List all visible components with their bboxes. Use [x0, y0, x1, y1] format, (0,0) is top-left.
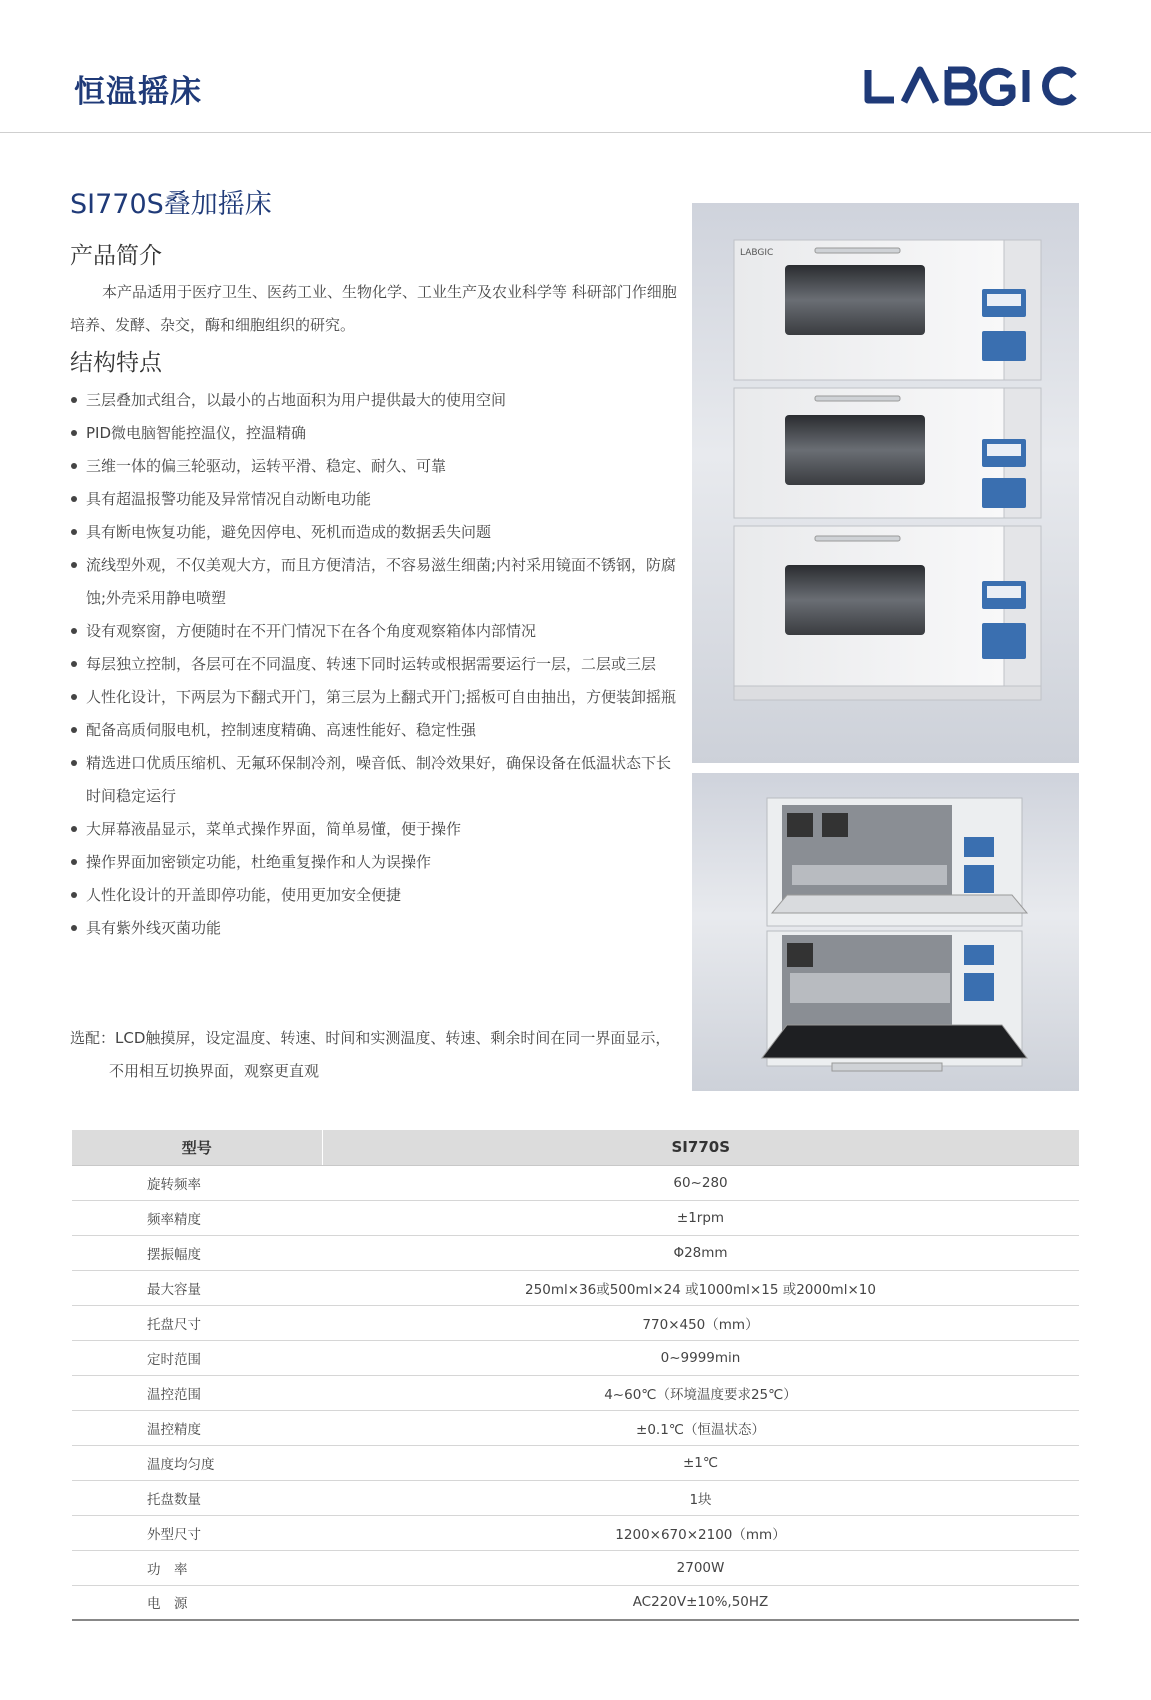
stacked-shaker-illustration — [692, 203, 1079, 763]
spec-value: ±1℃ — [322, 1445, 1079, 1480]
feature-item: 流线型外观，不仅美观大方，而且方便清洁，不容易滋生细菌;内衬采用镜面不锈钢，防腐蚀;外壳采用静电喷塑 — [70, 549, 680, 615]
optional-config — [70, 1022, 680, 1088]
spec-label: 温控范围 — [72, 1375, 322, 1410]
intro-paragraph: 本产品适用于医疗卫生、医药工业、生物化学、工业生产及农业科学等 科研部门作细胞培养、发酵、杂交，酶和细胞组织的研究。 — [70, 283, 677, 334]
feature-item: 三维一体的偏三轮驱动，运转平滑、稳定、耐久、可靠 — [70, 450, 680, 483]
spec-value: 60~280 — [322, 1165, 1079, 1200]
spec-value: ±0.1℃（恒温状态） — [322, 1410, 1079, 1445]
feature-item: 设有观察窗，方便随时在不开门情况下在各个角度观察箱体内部情况 — [70, 615, 680, 648]
feature-item: 精选进口优质压缩机、无氟环保制冷剂，噪音低、制冷效果好，确保设备在低温状态下长时间稳定运行 — [70, 747, 680, 813]
feature-item: 配备高质伺服电机，控制速度精确、高速性能好、稳定性强 — [70, 714, 680, 747]
labgic-logo — [862, 66, 1082, 106]
feature-item: 三层叠加式组合，以最小的占地面积为用户提供最大的使用空间 — [70, 384, 680, 417]
feature-item: 具有超温报警功能及异常情况自动断电功能 — [70, 483, 680, 516]
spec-label: 托盘尺寸 — [72, 1305, 322, 1340]
spec-table — [72, 1130, 1079, 1621]
spec-row — [72, 1375, 1079, 1410]
spec-value: Φ28mm — [322, 1235, 1079, 1270]
spec-label: 托盘数量 — [72, 1480, 322, 1515]
feature-item: 操作界面加密锁定功能，杜绝重复操作和人为误操作 — [70, 846, 680, 879]
photo-logo: LABGIC — [740, 248, 774, 258]
features-list — [70, 384, 680, 945]
spec-value: 250ml×36或500ml×24 或1000ml×15 或2000ml×10 — [322, 1270, 1079, 1305]
page-header — [0, 0, 1151, 133]
intro-heading: 产品简介 — [70, 243, 162, 269]
spec-label: 电 源 — [72, 1585, 322, 1620]
option-line-2: 不用相互切换界面，观察更直观 — [109, 1062, 320, 1080]
open-shaker-illustration — [692, 773, 1079, 1091]
spec-value: 1200×670×2100（mm） — [322, 1515, 1079, 1550]
spec-label: 定时范围 — [72, 1340, 322, 1375]
feature-item: 人性化设计，下两层为下翻式开门，第三层为上翻式开门;摇板可自由抽出，方便装卸摇瓶 — [70, 681, 680, 714]
spec-row — [72, 1235, 1079, 1270]
option-line-1: 选配：LCD触摸屏，设定温度、转速、时间和实测温度、转速、剩余时间在同一界面显示， — [70, 1029, 671, 1047]
spec-row — [72, 1445, 1079, 1480]
product-photo-front — [692, 203, 1079, 763]
spec-label: 最大容量 — [72, 1270, 322, 1305]
spec-row — [72, 1200, 1079, 1235]
spec-value: ±1rpm — [322, 1200, 1079, 1235]
product-photo-open — [692, 773, 1079, 1091]
feature-item: PID微电脑智能控温仪，控温精确 — [70, 417, 680, 450]
feature-item: 大屏幕液晶显示，菜单式操作界面，简单易懂，便于操作 — [70, 813, 680, 846]
spec-value: 0~9999min — [322, 1340, 1079, 1375]
spec-value: 1块 — [322, 1480, 1079, 1515]
spec-label: 频率精度 — [72, 1200, 322, 1235]
features-heading: 结构特点 — [70, 350, 162, 376]
feature-item: 人性化设计的开盖即停功能，使用更加安全便捷 — [70, 879, 680, 912]
spec-label: 温度均匀度 — [72, 1445, 322, 1480]
spec-header-model-value: SI770S — [322, 1130, 1079, 1165]
spec-row — [72, 1305, 1079, 1340]
spec-row — [72, 1585, 1079, 1620]
spec-label: 摆振幅度 — [72, 1235, 322, 1270]
spec-label: 功 率 — [72, 1550, 322, 1585]
category-title: 恒温摇床 — [74, 74, 202, 110]
spec-header-model-label: 型号 — [72, 1130, 322, 1165]
spec-row — [72, 1340, 1079, 1375]
spec-header-row — [72, 1130, 1079, 1165]
spec-label: 外型尺寸 — [72, 1515, 322, 1550]
spec-row — [72, 1165, 1079, 1200]
spec-row — [72, 1480, 1079, 1515]
spec-label: 温控精度 — [72, 1410, 322, 1445]
spec-row — [72, 1410, 1079, 1445]
spec-row — [72, 1270, 1079, 1305]
feature-item: 每层独立控制，各层可在不同温度、转速下同时运转或根据需要运行一层，二层或三层 — [70, 648, 680, 681]
spec-row — [72, 1515, 1079, 1550]
product-title: SI770S叠加摇床 — [70, 189, 272, 220]
spec-row — [72, 1550, 1079, 1585]
spec-value: AC220V±10%,50HZ — [322, 1585, 1079, 1620]
spec-value: 2700W — [322, 1550, 1079, 1585]
spec-value: 4~60℃（环境温度要求25℃） — [322, 1375, 1079, 1410]
spec-label: 旋转频率 — [72, 1165, 322, 1200]
spec-value: 770×450（mm） — [322, 1305, 1079, 1340]
feature-item: 具有断电恢复功能，避免因停电、死机而造成的数据丢失问题 — [70, 516, 680, 549]
feature-item: 具有紫外线灭菌功能 — [70, 912, 680, 945]
